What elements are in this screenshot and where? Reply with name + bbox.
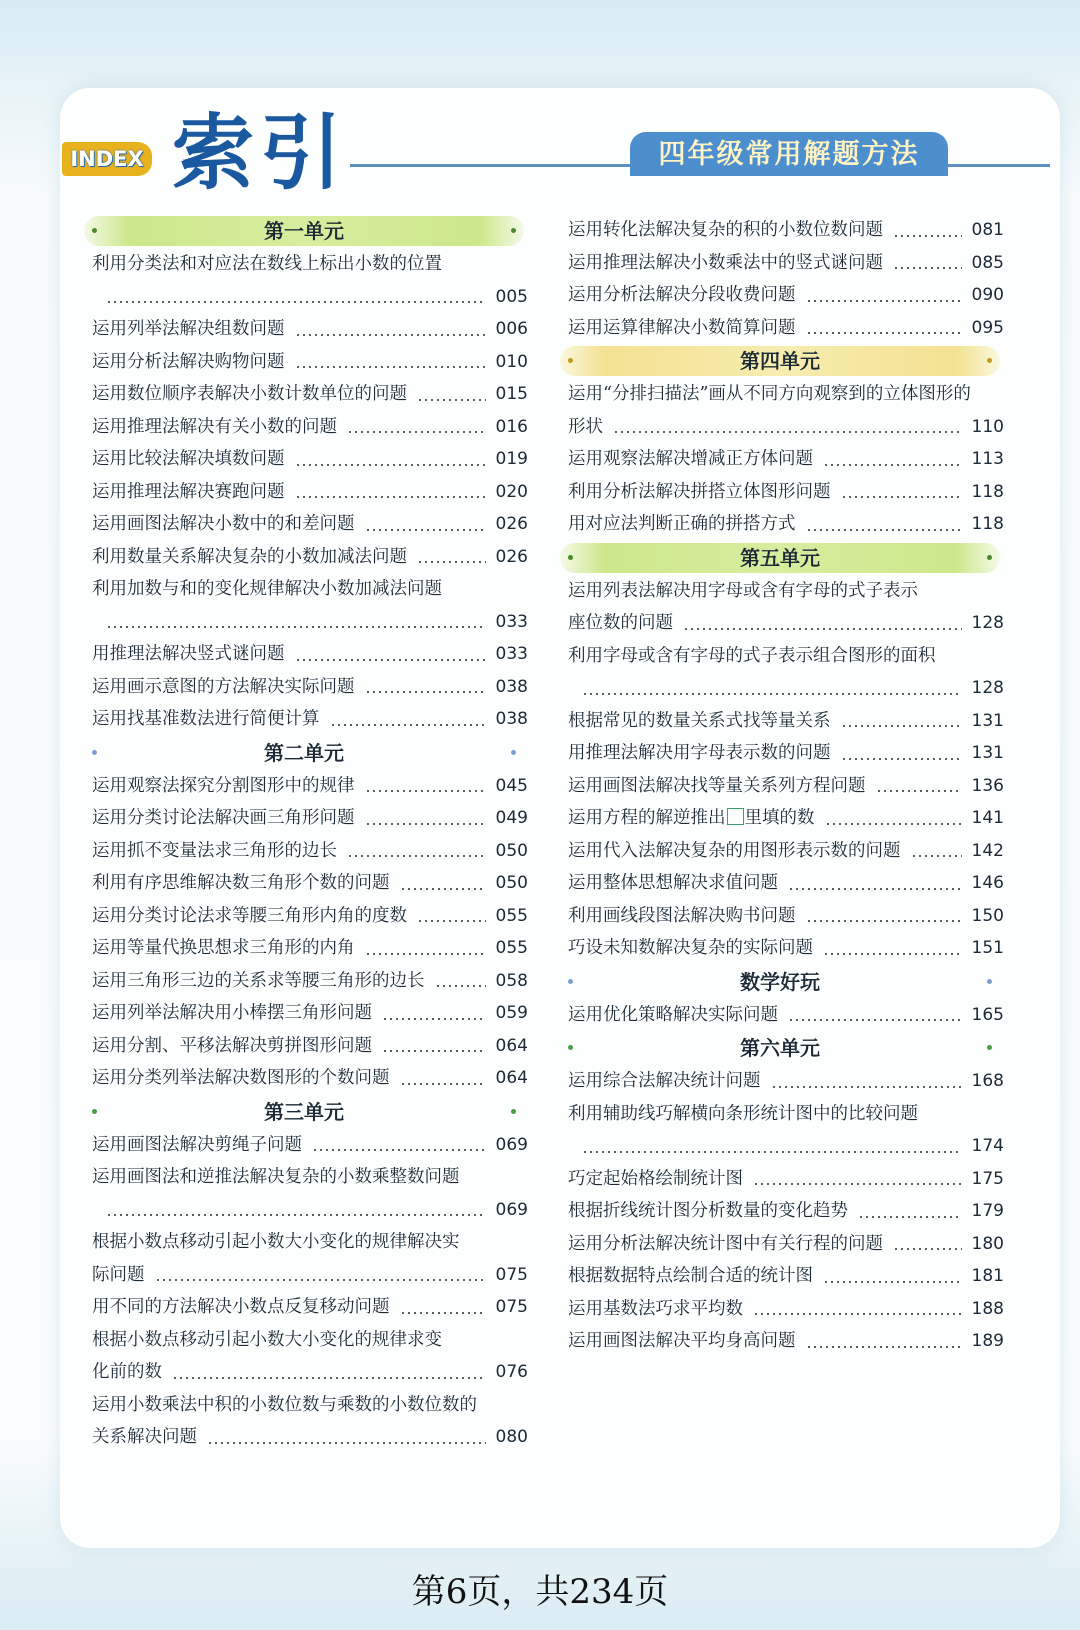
- toc-entry[interactable]: [568, 737, 1004, 770]
- toc-entry-title: 利用有序思维解决数三角形个数的问题: [92, 873, 390, 893]
- toc-page-number: 110: [971, 416, 1004, 437]
- unit-heading: [560, 1033, 1000, 1063]
- toc-page-number: 180: [971, 1233, 1004, 1254]
- toc-page-number: 168: [971, 1071, 1004, 1091]
- toc-page-number: 151: [971, 938, 1004, 958]
- dot-leader: [365, 691, 487, 693]
- dot-leader: [788, 1019, 962, 1021]
- toc-entry[interactable]: [92, 378, 528, 411]
- toc-entry-title: 运用列举法解决组数问题: [92, 319, 285, 339]
- toc-entry-title: 利用分析法解决拼搭立体图形问题: [568, 481, 831, 502]
- dot-leader: [106, 301, 486, 303]
- dot-leader: [893, 235, 962, 237]
- toc-entry[interactable]: [568, 770, 1004, 803]
- unit-heading-label: 第六单元: [740, 1036, 820, 1060]
- toc-entry-title: 运用综合法解决统计问题: [568, 1071, 761, 1091]
- toc-entry-title: 用推理法解决用字母表示数的问题: [568, 743, 831, 763]
- toc-page-number: 064: [495, 1068, 528, 1088]
- dot-leader: [400, 888, 487, 890]
- toc-entry[interactable]: [568, 1163, 1004, 1196]
- toc-page-number: 020: [495, 481, 528, 502]
- toc-page-number: 095: [971, 317, 1004, 338]
- bullet-dot-icon: [511, 228, 516, 233]
- bullet-dot-icon: [568, 555, 573, 560]
- toc-entry-title: 运用画图法解决小数中的和差问题: [92, 514, 355, 534]
- toc-page-number: 118: [971, 481, 1004, 502]
- toc-entry[interactable]: [568, 214, 1004, 247]
- toc-entry-title: 运用画图法和逆推法解决复杂的小数乘整数问题: [92, 1167, 460, 1187]
- toc-entry-title: 利用画线段图法解决购书问题: [568, 905, 796, 926]
- toc-entry[interactable]: [92, 476, 528, 509]
- toc-entry[interactable]: [568, 705, 1004, 738]
- toc-entry[interactable]: [92, 313, 528, 346]
- toc-entry-title: 运用画图法解决平均身高问题: [568, 1331, 796, 1351]
- toc-entry-title: 形状: [568, 416, 603, 437]
- dot-leader: [893, 1248, 962, 1250]
- toc-page-number: 188: [971, 1298, 1004, 1319]
- page-footer: 第6页，共234页: [411, 1572, 669, 1612]
- toc-entry-title: 根据数据特点绘制合适的统计图: [568, 1266, 813, 1286]
- toc-entry[interactable]: [92, 443, 528, 476]
- toc-entry-title: 运用转化法解决复杂的积的小数位数问题: [568, 220, 883, 240]
- dot-leader: [295, 334, 487, 336]
- dot-leader: [806, 332, 963, 334]
- bullet-dot-icon: [511, 1109, 516, 1114]
- toc-entry[interactable]: [568, 312, 1004, 345]
- toc-entry-title: 运用分类讨论法解决画三角形问题: [92, 808, 355, 828]
- toc-entry-title: 关系解决问题: [92, 1427, 197, 1447]
- toc-page-number: 010: [495, 351, 528, 372]
- toc-entry-title: 根据常见的数量关系式找等量关系: [568, 710, 831, 731]
- toc-entry[interactable]: [92, 1356, 528, 1389]
- toc-entry-title: 运用分析法解决统计图中有关行程的问题: [568, 1233, 883, 1254]
- toc-entry[interactable]: [568, 835, 1004, 868]
- unit-heading-label: 数学好玩: [740, 969, 820, 994]
- toc-page-number: 165: [971, 1004, 1004, 1025]
- bullet-dot-icon: [987, 555, 992, 560]
- toc-entry[interactable]: [92, 1389, 528, 1422]
- dot-leader: [347, 431, 486, 433]
- toc-page-number: 019: [495, 449, 528, 469]
- toc-page-number: 038: [495, 709, 528, 729]
- toc-page-number: 064: [495, 1035, 528, 1056]
- toc-page-number: 026: [495, 546, 528, 567]
- toc-entry-title: 利用字母或含有字母的式子表示组合图形的面积: [568, 645, 936, 666]
- dot-leader: [911, 855, 963, 857]
- toc-entry[interactable]: [92, 508, 528, 541]
- bullet-dot-icon: [568, 979, 573, 984]
- toc-page-number: 181: [971, 1266, 1004, 1286]
- toc-entry[interactable]: [92, 1226, 528, 1259]
- toc-entry[interactable]: [92, 1062, 528, 1095]
- dot-leader: [400, 1083, 487, 1085]
- toc-entry-title: 用对应法判断正确的拼搭方式: [568, 514, 796, 534]
- toc-entry[interactable]: [92, 248, 528, 281]
- page-title: 索引: [172, 106, 349, 201]
- toc-page-number: 059: [495, 1003, 528, 1023]
- toc-page-number: 189: [971, 1331, 1004, 1351]
- dot-leader: [312, 1149, 486, 1151]
- toc-entry-title: 利用加数与和的变化规律解决小数加减法问题: [92, 579, 442, 599]
- toc-page-number: 033: [495, 644, 528, 664]
- toc-entry-title: 运用“分排扫描法”画从不同方向观察到的立体图形的: [568, 384, 971, 404]
- dot-leader: [806, 529, 963, 531]
- toc-entry-title: 运用分类列举法解决数图形的个数问题: [92, 1068, 390, 1088]
- toc-entry-title: 运用整体思想解决求值问题: [568, 873, 778, 893]
- toc-entry-title: 运用观察法解决增减正方体问题: [568, 449, 813, 469]
- toc-entry-title: 运用分析法解决分段收费问题: [568, 285, 796, 305]
- header: [60, 106, 1050, 201]
- toc-entry[interactable]: [92, 932, 528, 965]
- dot-leader: [365, 529, 487, 531]
- toc-page-number: 005: [495, 286, 528, 307]
- dot-leader: [806, 1346, 963, 1348]
- toc-entry[interactable]: [92, 1129, 528, 1162]
- toc-entry-title: 运用画图法解决剪绳子问题: [92, 1134, 302, 1155]
- toc-column-left: [92, 214, 528, 1454]
- unit-heading: [84, 738, 524, 768]
- toc-entry-title: 化前的数: [92, 1362, 162, 1382]
- toc-entry-title: 座位数的问题: [568, 613, 673, 633]
- toc-page-number: 081: [971, 220, 1004, 240]
- dot-leader: [417, 561, 486, 563]
- toc-entry[interactable]: [568, 672, 1004, 705]
- toc-entry-title: 利用辅助线巧解横向条形统计图中的比较问题: [568, 1103, 918, 1124]
- toc-page-number: 055: [495, 938, 528, 958]
- dot-leader: [753, 1313, 962, 1315]
- bullet-dot-icon: [987, 1045, 992, 1050]
- dot-leader: [893, 267, 962, 269]
- dot-leader: [417, 399, 486, 401]
- toc-page-number: 141: [971, 808, 1004, 828]
- dot-leader: [753, 1183, 962, 1185]
- toc-entry[interactable]: [92, 997, 528, 1030]
- toc-page-number: 069: [495, 1134, 528, 1155]
- toc-page-number: 076: [495, 1362, 528, 1382]
- bullet-dot-icon: [568, 358, 573, 363]
- header-subtitle-tab: 四年级常用解题方法: [630, 132, 948, 176]
- dot-leader: [365, 823, 487, 825]
- toc-page-number: 131: [971, 743, 1004, 763]
- toc-entry-title: 运用分析法解决购物问题: [92, 351, 285, 372]
- dot-leader: [295, 366, 487, 368]
- toc-entry[interactable]: [92, 411, 528, 444]
- dot-leader: [417, 920, 486, 922]
- dot-leader: [295, 659, 487, 661]
- toc-entry-title: 运用等量代换思想求三角形的内角: [92, 938, 355, 958]
- toc-entry-title: 运用方程的解逆推出 里填的数: [568, 808, 815, 828]
- toc-page-number: 131: [971, 710, 1004, 731]
- dot-leader: [788, 888, 962, 890]
- toc-entry-title: 利用数量关系解决复杂的小数加减法问题: [92, 546, 407, 567]
- dot-leader: [207, 1442, 486, 1444]
- toc-entry-title: 用推理法解决竖式谜问题: [92, 644, 285, 664]
- toc-entry[interactable]: [92, 802, 528, 835]
- toc-entry[interactable]: [568, 1130, 1004, 1163]
- toc-page-number: 128: [971, 678, 1004, 698]
- toc-page-number: 174: [971, 1136, 1004, 1156]
- toc-page-number: 049: [495, 808, 528, 828]
- toc-entry-title: 根据折线统计图分析数量的变化趋势: [568, 1201, 848, 1221]
- toc-entry[interactable]: [568, 867, 1004, 900]
- dot-leader: [106, 1214, 486, 1216]
- dot-leader: [106, 626, 486, 628]
- toc-entry[interactable]: [92, 770, 528, 803]
- unit-heading: [84, 1097, 524, 1127]
- toc-entry-title: 运用找基准数法进行简便计算: [92, 709, 320, 729]
- toc-entry[interactable]: [568, 411, 1004, 444]
- bullet-dot-icon: [987, 979, 992, 984]
- unit-heading: [560, 543, 1000, 573]
- bullet-dot-icon: [92, 1109, 97, 1114]
- toc-entry[interactable]: [92, 281, 528, 314]
- dot-leader: [683, 628, 962, 630]
- toc-entry-title: 运用优化策略解决实际问题: [568, 1004, 778, 1025]
- dot-leader: [823, 464, 962, 466]
- bullet-dot-icon: [987, 358, 992, 363]
- toc-entry-title: 运用列表法解决用字母或含有字母的式子表示: [568, 580, 918, 601]
- toc-entry[interactable]: [92, 965, 528, 998]
- toc-entry-title: 运用三角形三边的关系求等腰三角形的边长: [92, 970, 425, 991]
- dot-leader: [330, 724, 487, 726]
- toc-entry[interactable]: [568, 900, 1004, 933]
- toc-page-number: 128: [971, 613, 1004, 633]
- dot-leader: [365, 790, 487, 792]
- toc-entry[interactable]: [92, 1161, 528, 1194]
- toc-entry[interactable]: [92, 867, 528, 900]
- toc-page-number: 150: [971, 905, 1004, 926]
- toc-page-number: 069: [495, 1199, 528, 1220]
- toc-entry-title: 运用推理法解决有关小数的问题: [92, 416, 337, 437]
- toc-page-number: 175: [971, 1168, 1004, 1189]
- dot-leader: [876, 790, 963, 792]
- bullet-dot-icon: [511, 750, 516, 755]
- toc-entry[interactable]: [92, 1259, 528, 1292]
- toc-entry[interactable]: [92, 346, 528, 379]
- toc-entry[interactable]: [568, 247, 1004, 280]
- toc-entry-title: 运用小数乘法中积的小数位数与乘数的小数位数的: [92, 1394, 477, 1415]
- toc-entry[interactable]: [568, 443, 1004, 476]
- dot-leader: [365, 953, 487, 955]
- dot-leader: [841, 496, 963, 498]
- toc-entry-title: 运用画示意图的方法解决实际问题: [92, 676, 355, 697]
- toc-entry[interactable]: [92, 1324, 528, 1357]
- toc-page-number: 050: [495, 873, 528, 893]
- toc-entry-title: 运用推理法解决小数乘法中的竖式谜问题: [568, 252, 883, 273]
- dot-leader: [806, 920, 963, 922]
- toc-entry[interactable]: [92, 1030, 528, 1063]
- toc-page-number: 015: [495, 384, 528, 404]
- toc-entry[interactable]: [568, 1065, 1004, 1098]
- toc-entry-title: 运用抓不变量法求三角形的边长: [92, 840, 337, 861]
- toc-page-number: 142: [971, 840, 1004, 861]
- dot-leader: [155, 1279, 487, 1281]
- toc-entry-title: 运用运算律解决小数简算问题: [568, 317, 796, 338]
- toc-page-number: 085: [971, 252, 1004, 273]
- toc-entry[interactable]: [568, 1325, 1004, 1358]
- toc-entry[interactable]: [568, 279, 1004, 312]
- toc-column-right: [568, 214, 1004, 1358]
- toc-page-number: 033: [495, 611, 528, 632]
- dot-leader: [172, 1377, 486, 1379]
- toc-entry-title: 根据小数点移动引起小数大小变化的规律解决实: [92, 1232, 460, 1252]
- dot-leader: [382, 1050, 486, 1052]
- toc-entry-title: 利用分类法和对应法在数线上标出小数的位置: [92, 254, 442, 274]
- toc-page-number: 118: [971, 514, 1004, 534]
- dot-leader: [347, 855, 486, 857]
- toc-entry[interactable]: [568, 999, 1004, 1032]
- toc-entry[interactable]: [568, 1228, 1004, 1261]
- toc-entry-title: 运用画图法解决找等量关系列方程问题: [568, 775, 866, 796]
- toc-page-number: 016: [495, 416, 528, 437]
- dot-leader: [613, 431, 962, 433]
- toc-entry-title: 运用分割、平移法解决剪拼图形问题: [92, 1035, 372, 1056]
- toc-entry-title: 巧定起始格绘制统计图: [568, 1168, 743, 1189]
- dot-leader: [825, 823, 963, 825]
- bullet-dot-icon: [92, 228, 97, 233]
- dot-leader: [841, 758, 963, 760]
- toc-page-number: 146: [971, 873, 1004, 893]
- toc-entry[interactable]: [568, 607, 1004, 640]
- toc-entry[interactable]: [92, 606, 528, 639]
- bullet-dot-icon: [568, 1045, 573, 1050]
- toc-entry[interactable]: [92, 1421, 528, 1454]
- dot-leader: [841, 725, 963, 727]
- unit-heading: [84, 216, 524, 246]
- dot-leader: [582, 1151, 962, 1153]
- unit-heading-label: 第四单元: [740, 349, 820, 373]
- dot-leader: [582, 693, 962, 695]
- toc-entry-title: 运用推理法解决赛跑问题: [92, 481, 285, 502]
- toc-entry[interactable]: [92, 703, 528, 736]
- toc-entry[interactable]: [92, 900, 528, 933]
- toc-entry-title: 根据小数点移动引起小数大小变化的规律求变: [92, 1329, 442, 1350]
- toc-entry[interactable]: [92, 671, 528, 704]
- toc-page-number: 090: [971, 285, 1004, 305]
- toc-entry-title: 运用比较法解决填数问题: [92, 449, 285, 469]
- toc-page-number: 026: [495, 514, 528, 534]
- unit-heading: [560, 967, 1000, 997]
- toc-entry-title: 际问题: [92, 1264, 145, 1285]
- toc-entry[interactable]: [92, 541, 528, 574]
- toc-entry-title: 运用分类讨论法求等腰三角形内角的度数: [92, 905, 407, 926]
- toc-entry[interactable]: [568, 1293, 1004, 1326]
- toc-page-number: 006: [495, 319, 528, 339]
- toc-entry[interactable]: [568, 476, 1004, 509]
- dot-leader: [295, 496, 487, 498]
- toc-entry[interactable]: [568, 1260, 1004, 1293]
- dot-leader: [823, 1281, 962, 1283]
- toc-entry-title: 运用数位顺序表解决小数计数单位的问题: [92, 384, 407, 404]
- toc-entry[interactable]: [568, 640, 1004, 673]
- dot-leader: [382, 1018, 486, 1020]
- unit-heading: [560, 346, 1000, 376]
- toc-entry[interactable]: [92, 573, 528, 606]
- dot-leader: [295, 464, 487, 466]
- toc-page-number: 038: [495, 676, 528, 697]
- toc-page-number: 080: [495, 1427, 528, 1447]
- toc-entry[interactable]: [568, 932, 1004, 965]
- index-badge: INDEX: [62, 142, 152, 176]
- toc-entry[interactable]: [568, 378, 1004, 411]
- toc-entry[interactable]: [92, 835, 528, 868]
- toc-page-number: 113: [971, 449, 1004, 469]
- unit-heading-label: 第二单元: [264, 740, 344, 765]
- toc-page-number: 058: [495, 970, 528, 991]
- toc-entry-title: 巧设未知数解决复杂的实际问题: [568, 938, 813, 958]
- dot-leader: [858, 1216, 962, 1218]
- toc-page-number: 179: [971, 1201, 1004, 1221]
- dot-leader: [806, 300, 963, 302]
- toc-page-number: 055: [495, 905, 528, 926]
- toc-entry[interactable]: [92, 1194, 528, 1227]
- blank-box-icon: [727, 808, 744, 825]
- toc-entry-title: 运用观察法探究分割图形中的规律: [92, 775, 355, 796]
- toc-entry-title: 运用列举法解决用小棒摆三角形问题: [92, 1003, 372, 1023]
- toc-entry-title: 运用基数法巧求平均数: [568, 1298, 743, 1319]
- dot-leader: [400, 1312, 487, 1314]
- toc-page-number: 075: [495, 1297, 528, 1317]
- toc-entry[interactable]: [568, 1098, 1004, 1131]
- toc-page-number: 050: [495, 840, 528, 861]
- dot-leader: [771, 1086, 963, 1088]
- toc-entry[interactable]: [92, 1291, 528, 1324]
- toc-entry[interactable]: [92, 638, 528, 671]
- toc-entry[interactable]: [568, 508, 1004, 541]
- unit-heading-label: 第三单元: [264, 1099, 344, 1124]
- unit-heading-label: 第一单元: [264, 219, 344, 243]
- toc-entry-title: 运用代入法解决复杂的用图形表示数的问题: [568, 840, 901, 861]
- toc-page-number: 075: [495, 1264, 528, 1285]
- dot-leader: [823, 953, 962, 955]
- toc-entry-title: 用不同的方法解决小数点反复移动问题: [92, 1297, 390, 1317]
- toc-entry[interactable]: [568, 1195, 1004, 1228]
- toc-entry[interactable]: [568, 575, 1004, 608]
- toc-entry[interactable]: [568, 802, 1004, 835]
- toc-page-number: 045: [495, 775, 528, 796]
- toc-page-number: 136: [971, 775, 1004, 796]
- bullet-dot-icon: [92, 750, 97, 755]
- dot-leader: [435, 985, 487, 987]
- unit-heading-label: 第五单元: [740, 545, 820, 570]
